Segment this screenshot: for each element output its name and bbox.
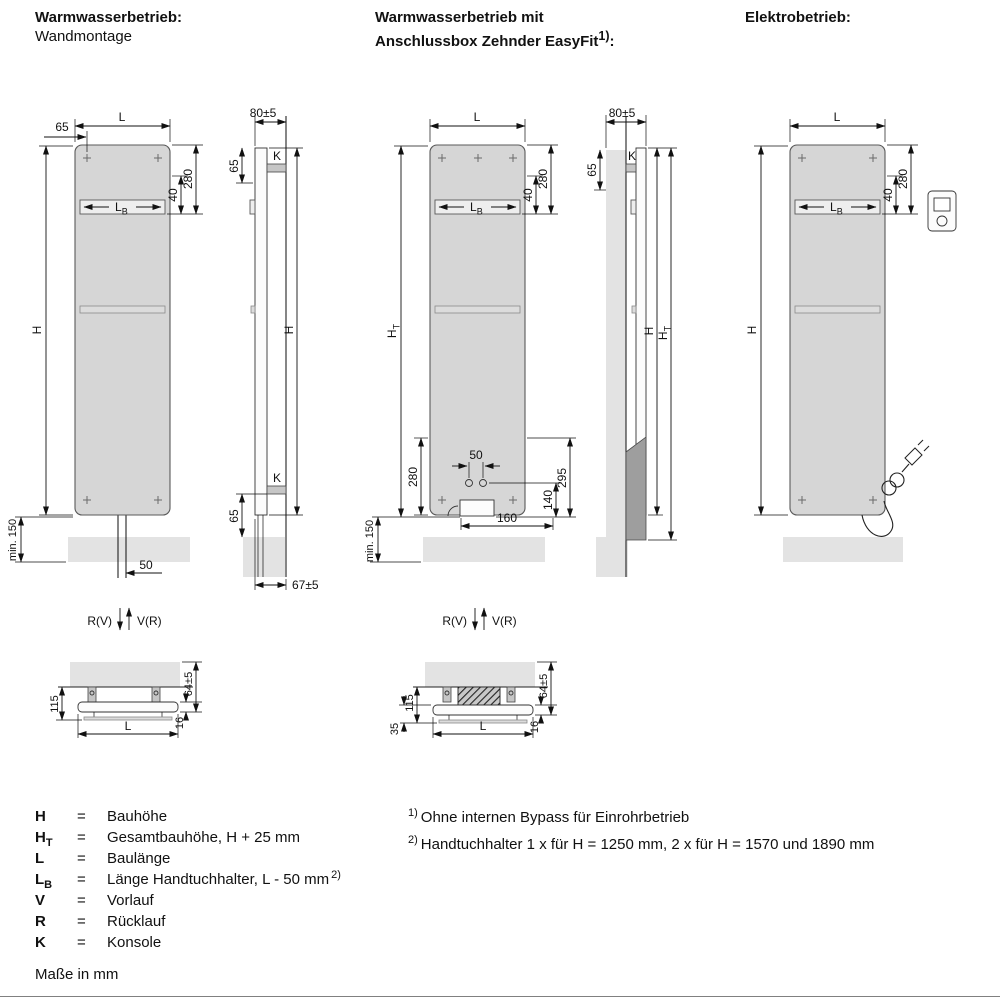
footnote-1: $^{1)}$ Ohne internen Bypass für Einrohrbetrieb xyxy=(408,807,690,826)
dim-label-80: 80±5 xyxy=(608,106,636,120)
dim-label-lb: $L_B$ xyxy=(115,200,128,217)
panel-top-view xyxy=(433,705,533,715)
dim-label-lb: $L_B$ xyxy=(830,200,843,217)
dim-label-64: 64±5 xyxy=(183,671,195,697)
wall-band xyxy=(606,150,626,555)
front-view-easyfit xyxy=(364,110,576,562)
dim-label-l: L xyxy=(473,110,481,124)
dim-label-80: 80±5 xyxy=(249,106,277,120)
easyfit-footnote-ref: 1) xyxy=(598,29,610,43)
dim-label-l-bottom: L xyxy=(479,719,487,733)
side-view-easyfit xyxy=(585,106,677,577)
return-label: R(V) xyxy=(87,614,112,628)
console-label-bottom: K xyxy=(272,471,282,485)
lower-rail xyxy=(80,306,165,313)
dim-65-side xyxy=(585,150,606,190)
dim-label-65: 65 xyxy=(55,120,69,134)
dim-label-140: 140 xyxy=(541,489,555,511)
flow-return-labels-easyfit xyxy=(442,608,516,630)
bottom-divider xyxy=(0,996,1000,997)
dim-label-h: H xyxy=(745,325,759,335)
dim-label-280: 280 xyxy=(181,168,195,190)
floor-strip xyxy=(783,537,903,562)
dim-label-64: 64±5 xyxy=(538,673,550,699)
panel-top-view xyxy=(78,702,178,712)
control-unit-display xyxy=(934,198,950,211)
dim-label-h: H xyxy=(30,325,44,335)
flow-label: V(R) xyxy=(137,614,162,628)
control-unit xyxy=(928,191,956,231)
legend-row: K = Konsole xyxy=(35,934,162,951)
dim-length-l xyxy=(430,110,525,142)
dim-label-l: L xyxy=(118,110,126,124)
bottom-view-easyfit xyxy=(389,662,557,738)
dim-64 xyxy=(535,662,557,715)
dim-label-65: 65 xyxy=(585,163,599,177)
dim-label-l-bottom: L xyxy=(124,719,132,733)
legend-row: R = Rücklauf xyxy=(35,913,166,930)
dim-label-min150: min. 150 xyxy=(364,519,376,563)
valve-block xyxy=(460,500,494,516)
floor-strip xyxy=(68,537,190,562)
dim-label-ht: $H_T$ xyxy=(385,323,402,339)
dim-label-35: 35 xyxy=(389,722,401,736)
console-label-top: K xyxy=(272,149,282,163)
title-elektro: Elektrobetrieb: xyxy=(745,9,851,26)
dim-64 xyxy=(180,662,202,712)
legend-row: L = Baulänge xyxy=(35,850,171,867)
dim-height-h xyxy=(30,146,73,515)
dim-label-40: 40 xyxy=(521,188,535,202)
console-bracket-bottom xyxy=(267,486,286,494)
dim-label-l: L xyxy=(833,110,841,124)
dim-115 xyxy=(49,687,82,720)
bottom-view xyxy=(49,662,202,738)
dim-280-top xyxy=(527,145,558,214)
console-label: K xyxy=(627,149,637,163)
title-warmwasser: Warmwasserbetrieb: xyxy=(35,9,182,26)
dim-label-40: 40 xyxy=(166,188,180,202)
legend-row: $H_T$ = Gesamtbauhöhe, H + 25 mm xyxy=(35,829,301,849)
dim-label-67: 67±5 xyxy=(292,578,319,592)
flow-label: V(R) xyxy=(492,614,517,628)
dim-label-115: 115 xyxy=(404,694,416,712)
dim-label-16: 16 xyxy=(529,720,541,734)
legend-row: H = Bauhöhe xyxy=(35,808,168,825)
subtitle-wandmontage: Wandmontage xyxy=(35,28,133,45)
dim-label-160: 160 xyxy=(496,511,518,525)
dim-ht-side xyxy=(648,148,677,540)
dim-label-280: 280 xyxy=(896,168,910,190)
title-easyfit-line2: Anschlussbox Zehnder EasyFit$^{1)}$: xyxy=(375,29,615,50)
dim-label-40: 40 xyxy=(881,188,895,202)
easyfit-drawing xyxy=(364,106,677,738)
title-easyfit-line1: Warmwasserbetrieb mit xyxy=(375,9,544,26)
legend-row: $L_B$ = Länge Handtuchhalter, L - 50 mm $^{2)}$ xyxy=(35,869,341,891)
dim-length-l xyxy=(75,110,170,142)
dim-label-280: 280 xyxy=(536,168,550,190)
dim-label-h-side: H xyxy=(282,325,296,335)
wall-strip-bottom xyxy=(425,662,535,687)
dim-label-50-connections: 50 xyxy=(469,448,483,462)
dim-label-50: 50 xyxy=(139,558,153,572)
dim-280 xyxy=(172,145,203,214)
dim-label-65-side: 65 xyxy=(227,159,241,173)
easyfit-box xyxy=(626,437,646,540)
dimensions-note: Maße in mm xyxy=(35,966,119,983)
dim-label-65-side-bottom: 65 xyxy=(227,509,241,523)
wall-strip-bottom xyxy=(70,662,180,687)
power-plug-icon xyxy=(905,448,922,465)
dim-65-side-top xyxy=(227,148,253,183)
return-label: R(V) xyxy=(442,614,467,628)
dim-length-l xyxy=(790,110,885,142)
dim-label-295: 295 xyxy=(555,467,569,489)
dim-80-wall xyxy=(250,106,286,146)
console-bracket-top xyxy=(267,164,286,172)
dim-min-150 xyxy=(364,517,421,562)
dim-label-115: 115 xyxy=(49,695,61,713)
dim-label-16: 16 xyxy=(174,716,186,730)
lower-rail xyxy=(435,306,520,313)
dim-label-min150: min. 150 xyxy=(7,518,19,562)
radiator-profile xyxy=(255,148,267,515)
footnotes xyxy=(408,802,874,856)
dim-280 xyxy=(887,145,918,214)
dim-min-150 xyxy=(7,517,73,562)
lower-rail xyxy=(795,306,880,313)
flow-return-labels xyxy=(87,608,161,630)
wandmontage-drawing xyxy=(7,106,319,738)
legend-row: V = Vorlauf xyxy=(35,892,154,909)
side-view xyxy=(227,106,319,592)
dim-label-h: H xyxy=(642,326,656,336)
easyfit-box-top-view xyxy=(458,687,500,705)
front-view xyxy=(7,110,203,578)
footnote-2: $^{2)}$ Handtuchhalter 1 x für H = 1250 mm, 2 x für H = 1570 und 1890 mm xyxy=(408,834,875,853)
easyfit-text: Anschlussbox Zehnder EasyFit xyxy=(375,33,599,50)
dim-label-ht: $H_T$ xyxy=(656,325,673,341)
dim-height-h xyxy=(745,146,788,515)
legend xyxy=(35,806,341,953)
dim-label-280-bottom: 280 xyxy=(406,466,420,488)
console-bracket xyxy=(626,164,636,172)
elektro-drawing xyxy=(745,110,956,562)
floor-strip xyxy=(423,537,545,562)
floor-strip-side xyxy=(243,537,285,577)
dim-label-lb: $L_B$ xyxy=(470,200,483,217)
dim-280-bottom xyxy=(406,438,428,515)
